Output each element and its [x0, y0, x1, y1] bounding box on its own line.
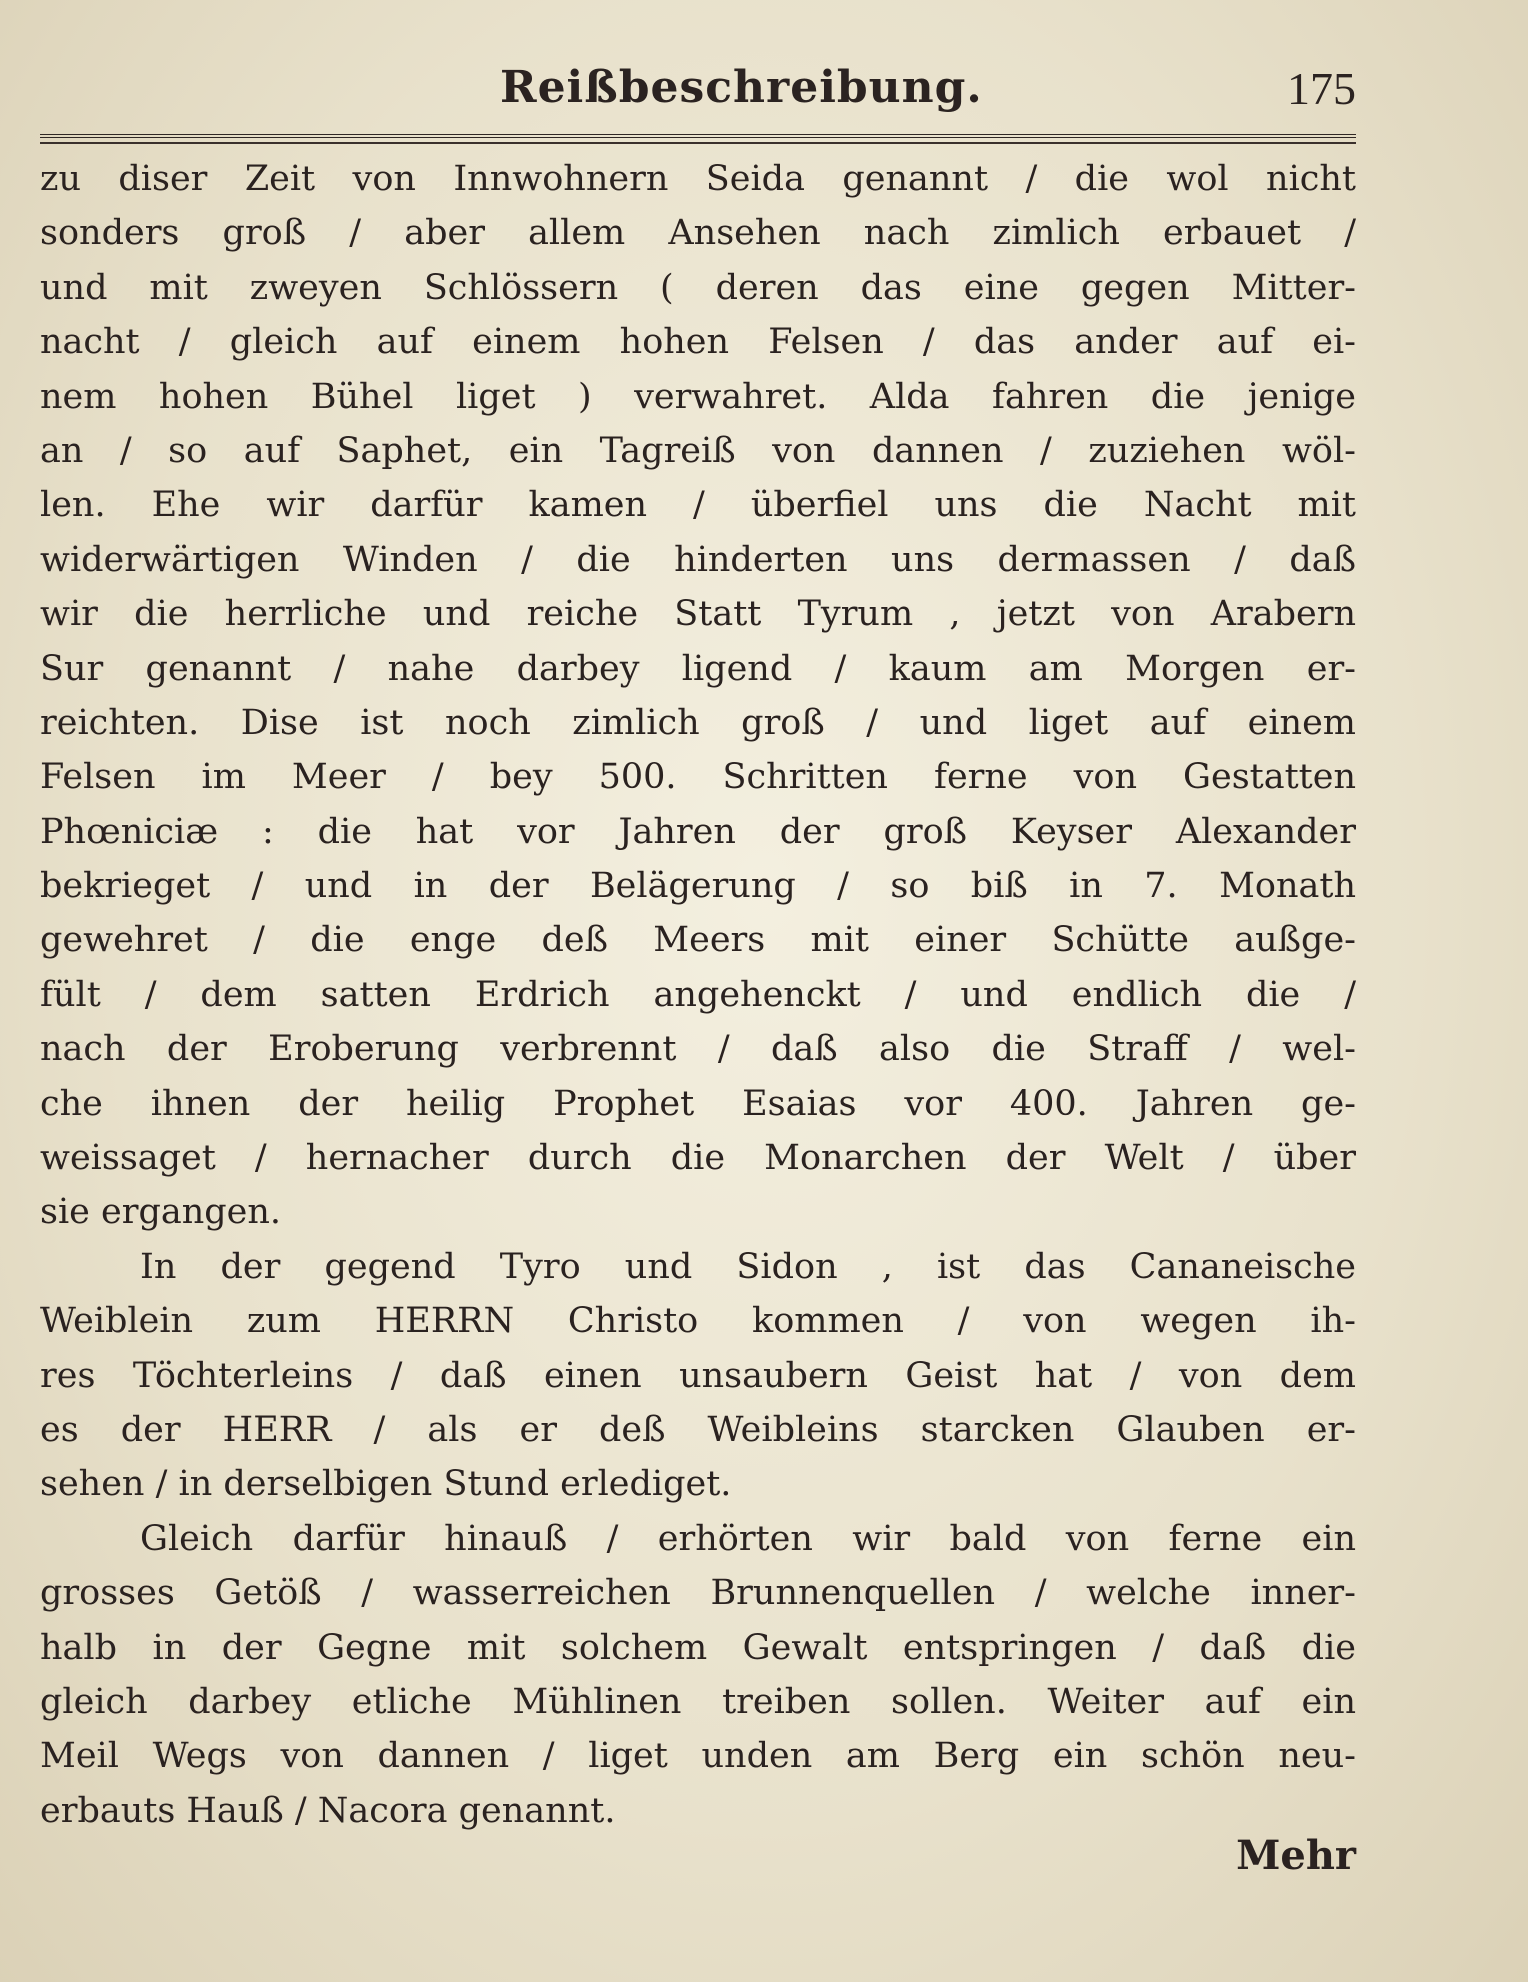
text-line: bekrieget / und in der Belägerung / so biß in 7. Monath: [40, 866, 1356, 907]
text-line: Meil Wegs von dannen / liget unden am Berg ein schön neu-: [40, 1736, 1356, 1777]
text-line: che ihnen der heilig Prophet Esaias vor 400. Jahren ge-: [40, 1083, 1356, 1124]
text-line: Gleich darfür hinauß / erhörten wir bald von ferne ein: [140, 1518, 1356, 1559]
text-line: sehen / in derselbigen Stund erlediget.: [40, 1464, 732, 1505]
text-line: Phœniciæ : die hat vor Jahren der groß Keyser Alexander: [40, 811, 1356, 852]
text-line: fült / dem satten Erdrich angehenckt / und endlich die /: [40, 974, 1356, 1015]
text-line: an / so auf Saphet, ein Tagreiß von dannen / zuziehen wöl-: [40, 430, 1356, 471]
body-text: [40, 152, 1356, 1838]
text-line: zu diser Zeit von Innwohnern Seida genannt / die wol nicht: [40, 159, 1356, 199]
header-rule-lower: [40, 142, 1356, 144]
text-line: Felsen im Meer / bey 500. Schritten ferne von Gestatten: [40, 757, 1356, 798]
text-line: len. Ehe wir darfür kamen / überfiel uns die Nacht mit: [40, 485, 1356, 526]
paragraph-3: [40, 1512, 1356, 1838]
text-line: Sur genannt / nahe darbey ligend / kaum am Morgen er-: [40, 648, 1356, 689]
text-line: erbauts Hauß / Nacora genannt.: [40, 1790, 616, 1831]
text-line: Weiblein zum HERRN Christo kommen / von wegen ih-: [40, 1301, 1356, 1342]
page-header: [40, 56, 1356, 126]
text-line: nach der Eroberung verbrennt / daß also die Straff / wel-: [40, 1029, 1356, 1070]
text-line: weissaget / hernacher durch die Monarchen der Welt / über: [40, 1138, 1356, 1179]
paragraph-1: [40, 152, 1356, 1240]
running-title: Reißbeschreibung.: [500, 62, 983, 113]
text-line: In der gegend Tyro und Sidon , ist das Cananeische: [140, 1246, 1356, 1287]
text-line: halb in der Gegne mit solchem Gewalt entspringen / daß die: [40, 1627, 1356, 1668]
text-line: sie ergangen.: [40, 1192, 282, 1233]
text-line: es der HERR / als er deß Weibleins starcken Glauben er-: [40, 1409, 1356, 1450]
text-line: nem hohen Bühel liget ) verwahret. Alda fahren die jenige: [40, 376, 1356, 417]
catchword: Mehr: [1236, 1832, 1356, 1879]
header-rule: [40, 134, 1356, 138]
text-line: gewehret / die enge deß Meers mit einer Schütte außge-: [40, 920, 1356, 961]
text-line: wir die herrliche und reiche Statt Tyrum , jetzt von Arabern: [40, 594, 1356, 635]
text-line: gleich darbey etliche Mühlinen treiben sollen. Weiter auf ein: [40, 1681, 1356, 1722]
text-line: grosses Getöß / wasserreichen Brunnenquellen / welche inner-: [40, 1573, 1356, 1614]
text-line: reichten. Dise ist noch zimlich groß / und liget auf einem: [40, 702, 1356, 743]
text-line: und mit zweyen Schlössern ( deren das eine gegen Mitter-: [40, 267, 1356, 308]
text-line: nacht / gleich auf einem hohen Felsen / das ander auf ei-: [40, 322, 1356, 363]
text-line: res Töchterleins / daß einen unsaubern Geist hat / von dem: [40, 1355, 1356, 1396]
text-line: sonders groß / aber allem Ansehen nach zimlich erbauet /: [40, 213, 1356, 254]
paragraph-2: [40, 1240, 1356, 1512]
page-number: 175: [1287, 63, 1356, 114]
text-line: widerwärtigen Winden / die hinderten uns dermassen / daß: [40, 539, 1356, 580]
